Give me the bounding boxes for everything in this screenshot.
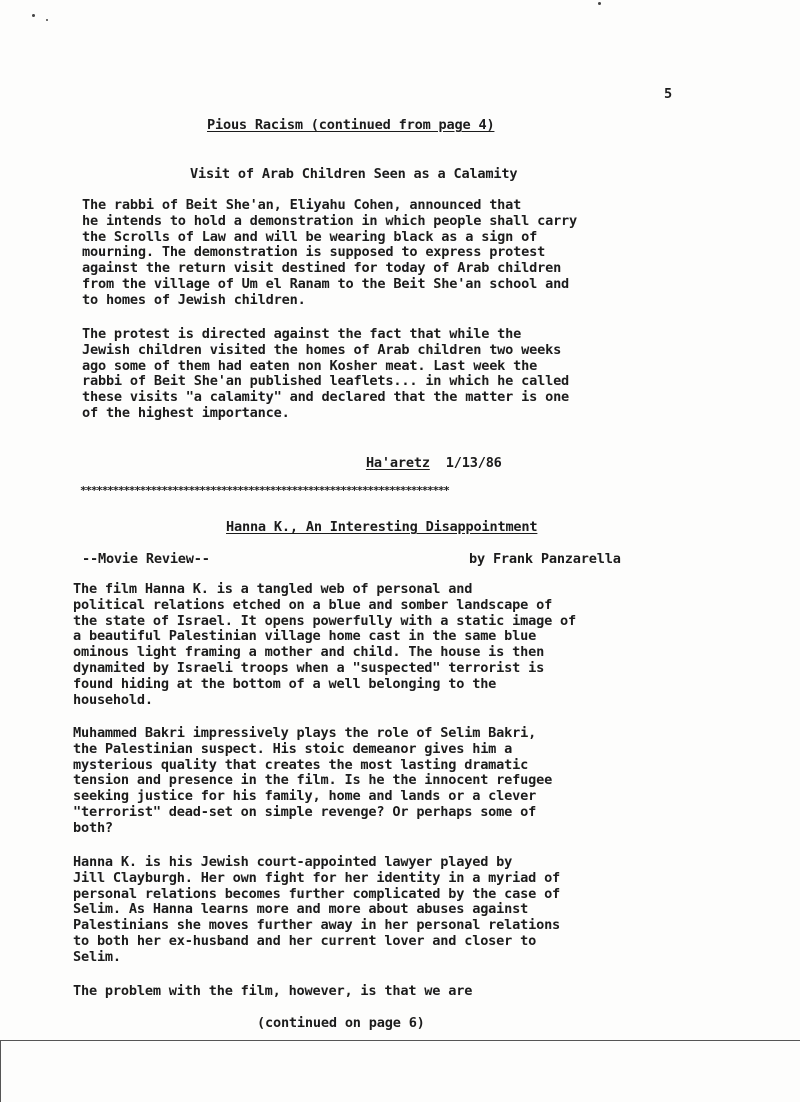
review-paragraph: Muhammed Bakri impressively plays the role of Selim Bakri, the Palestinian suspect. His stoic demeanor gives him a mysterious quality that creates the most lasting dramatic tension and presence in the film. Is he the innocent refugee seeking justice for his family, home and lands or a clever "terrorist" dead-set on simple revenge? Or perhaps some of both? bbox=[73, 725, 553, 836]
scan-speck bbox=[46, 19, 48, 21]
continued-note: (continued on page 6) bbox=[257, 1015, 425, 1031]
source-citation bbox=[334, 439, 502, 487]
scan-speck bbox=[598, 2, 601, 5]
article-paragraph: The protest is directed against the fact that while the Jewish children visited the homes of Arab children two weeks ago some of them had eaten non Kosher meat. Last week the rabbi of Beit She'an published leaflets... in which he called these visits "a calamity" and declared that the matter is one of the highest importance. bbox=[82, 326, 570, 421]
section-header: Pious Racism (continued from page 4) bbox=[207, 117, 495, 133]
review-paragraph: The film Hanna K. is a tangled web of personal and political relations etched on a blue and somber landscape of the state of Israel. It opens powerfully with a static image of a beautiful Palestinian village home cast in the same blue ominous light framing a mother and child. The house is then dynamited by Israeli troops when a "suspected" terrorist is found hiding at the bottom of a well belonging to the household. bbox=[73, 581, 577, 708]
review-title: Hanna K., An Interesting Disappointment bbox=[226, 519, 538, 535]
scan-edge-line bbox=[0, 1040, 800, 1041]
article-paragraph: The rabbi of Beit She'an, Eliyahu Cohen, announced that he intends to hold a demonstration in which people shall carry the Scrolls of Law and will be wearing black as a sign of mourning. The demonstration is supposed to express protest against the return visit destined for today of Arab children from the village of Um el Ranam to the Beit She'an school and to homes of Jewish children. bbox=[82, 197, 578, 308]
scan-speck bbox=[32, 14, 35, 17]
section-separator: ******************************************************************** bbox=[80, 484, 449, 497]
source-date: 1/13/86 bbox=[445, 455, 502, 471]
page-number: 5 bbox=[664, 86, 672, 102]
review-label: --Movie Review-- bbox=[82, 551, 210, 567]
article-subheading: Visit of Arab Children Seen as a Calamity bbox=[190, 166, 518, 182]
review-byline: by Frank Panzarella bbox=[469, 551, 621, 567]
review-paragraph: The problem with the film, however, is that we are bbox=[73, 983, 473, 999]
review-paragraph: Hanna K. is his Jewish court-appointed lawyer played by Jill Clayburgh. Her own fight for her identity in a myriad of personal relations becomes further complicated by the case of Selim. As Hanna learns more and more about abuses against Palestinians she moves further away in her personal relations to both her ex-husband and her current lover and closer to Selim. bbox=[73, 854, 561, 965]
source-name: Ha'aretz bbox=[365, 455, 430, 471]
scan-edge-line bbox=[0, 1040, 1, 1102]
